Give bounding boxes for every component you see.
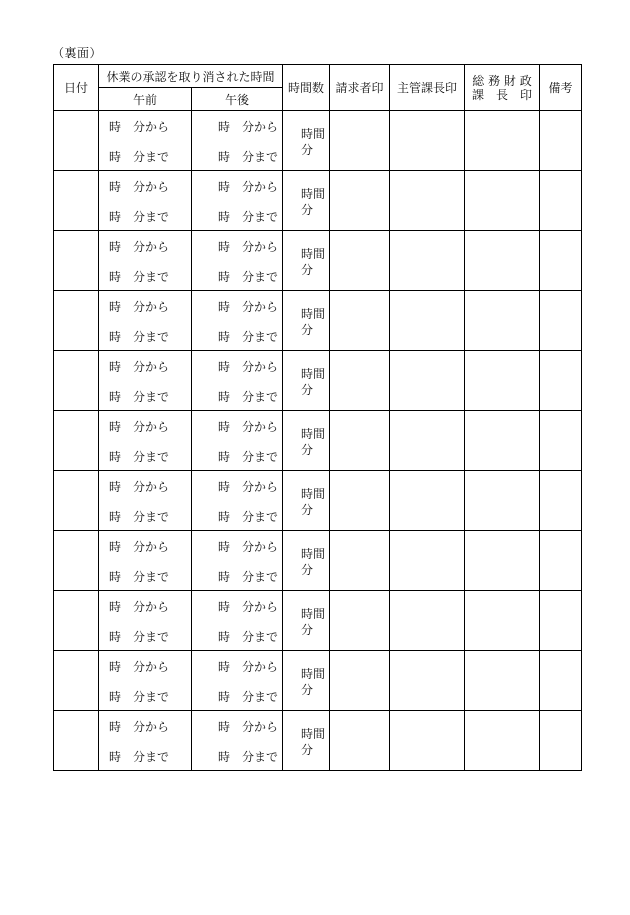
am-from-label: 時 分から xyxy=(109,720,170,734)
hours-cell[interactable] xyxy=(283,531,330,591)
table-row xyxy=(54,471,582,531)
am-time-cell[interactable] xyxy=(99,111,192,171)
date-cell[interactable] xyxy=(54,651,99,711)
am-until-label: 時 分まで xyxy=(109,690,170,704)
minute-label: 分 xyxy=(301,443,314,457)
am-time-cell[interactable] xyxy=(99,531,192,591)
hour-label: 時間 xyxy=(301,427,326,441)
pm-from-label: 時 分から xyxy=(218,600,279,614)
pm-from-label: 時 分から xyxy=(218,480,279,494)
finance-seal-cell[interactable] xyxy=(465,651,540,711)
remarks-cell[interactable] xyxy=(540,291,582,351)
am-time-cell[interactable] xyxy=(99,351,192,411)
requester-seal-cell[interactable] xyxy=(330,591,390,651)
hours-cell[interactable] xyxy=(283,651,330,711)
am-from-label: 時 分から xyxy=(109,420,170,434)
am-time-cell[interactable] xyxy=(99,411,192,471)
manager-seal-cell[interactable] xyxy=(390,711,465,771)
minute-label: 分 xyxy=(301,503,314,517)
requester-seal-cell[interactable] xyxy=(330,471,390,531)
pm-until-label: 時 分まで xyxy=(218,750,279,764)
am-from-label: 時 分から xyxy=(109,600,170,614)
finance-seal-cell[interactable] xyxy=(465,111,540,171)
pm-until-label: 時 分まで xyxy=(218,570,279,584)
requester-seal-cell[interactable] xyxy=(330,531,390,591)
minute-label: 分 xyxy=(301,683,314,697)
hours-cell[interactable] xyxy=(283,291,330,351)
am-time-cell[interactable] xyxy=(99,171,192,231)
pm-time-cell[interactable] xyxy=(192,411,283,471)
finance-seal-cell[interactable] xyxy=(465,711,540,771)
pm-until-label: 時 分まで xyxy=(218,210,279,224)
date-cell[interactable] xyxy=(54,591,99,651)
hour-label: 時間 xyxy=(301,127,326,141)
hours-cell[interactable] xyxy=(283,591,330,651)
am-until-label: 時 分まで xyxy=(109,270,170,284)
finance-seal-cell[interactable] xyxy=(465,351,540,411)
hour-label: 時間 xyxy=(301,187,326,201)
pm-until-label: 時 分まで xyxy=(218,270,279,284)
pm-until-label: 時 分まで xyxy=(218,330,279,344)
minute-label: 分 xyxy=(301,743,314,757)
hour-label: 時間 xyxy=(301,667,326,681)
manager-seal-cell[interactable] xyxy=(390,651,465,711)
manager-seal-cell[interactable] xyxy=(390,171,465,231)
remarks-cell[interactable] xyxy=(540,171,582,231)
minute-label: 分 xyxy=(301,623,314,637)
date-cell[interactable] xyxy=(54,711,99,771)
manager-seal-cell[interactable] xyxy=(390,351,465,411)
hours-cell[interactable] xyxy=(283,351,330,411)
remarks-cell[interactable] xyxy=(540,531,582,591)
date-cell[interactable] xyxy=(54,171,99,231)
am-from-label: 時 分から xyxy=(109,480,170,494)
hours-cell[interactable] xyxy=(283,411,330,471)
minute-label: 分 xyxy=(301,563,314,577)
table-row xyxy=(54,531,582,591)
hour-label: 時間 xyxy=(301,727,326,741)
remarks-cell[interactable] xyxy=(540,591,582,651)
remarks-cell[interactable] xyxy=(540,711,582,771)
header-cancelled-time: 休業の承認を取り消された時間 xyxy=(99,65,283,88)
hours-cell[interactable] xyxy=(283,231,330,291)
finance-seal-cell[interactable] xyxy=(465,411,540,471)
am-until-label: 時 分まで xyxy=(109,510,170,524)
minute-label: 分 xyxy=(301,323,314,337)
hour-label: 時間 xyxy=(301,487,326,501)
remarks-cell[interactable] xyxy=(540,471,582,531)
header-date: 日付 xyxy=(54,65,99,111)
header-manager-seal: 主管課長印 xyxy=(390,65,465,111)
minute-label: 分 xyxy=(301,263,314,277)
remarks-cell[interactable] xyxy=(540,231,582,291)
pm-until-label: 時 分まで xyxy=(218,390,279,404)
header-finance-line2: 課 長 印 xyxy=(472,87,533,102)
requester-seal-cell[interactable] xyxy=(330,651,390,711)
am-time-cell[interactable] xyxy=(99,591,192,651)
requester-seal-cell[interactable] xyxy=(330,351,390,411)
table-row xyxy=(54,711,582,771)
requester-seal-cell[interactable] xyxy=(330,231,390,291)
hour-label: 時間 xyxy=(301,367,326,381)
page-caption: （裏面） xyxy=(52,46,103,60)
table-row xyxy=(54,591,582,651)
am-time-cell[interactable] xyxy=(99,651,192,711)
manager-seal-cell[interactable] xyxy=(390,591,465,651)
hours-cell[interactable] xyxy=(283,471,330,531)
finance-seal-cell[interactable] xyxy=(465,591,540,651)
hours-cell[interactable] xyxy=(283,711,330,771)
date-cell[interactable] xyxy=(54,531,99,591)
am-from-label: 時 分から xyxy=(109,120,170,134)
requester-seal-cell[interactable] xyxy=(330,411,390,471)
am-time-cell[interactable] xyxy=(99,471,192,531)
minute-label: 分 xyxy=(301,383,314,397)
pm-from-label: 時 分から xyxy=(218,180,279,194)
pm-from-label: 時 分から xyxy=(218,300,279,314)
remarks-cell[interactable] xyxy=(540,411,582,471)
leave-cancellation-table xyxy=(53,64,582,771)
pm-time-cell[interactable] xyxy=(192,531,283,591)
pm-from-label: 時 分から xyxy=(218,360,279,374)
table-row xyxy=(54,651,582,711)
pm-time-cell[interactable] xyxy=(192,111,283,171)
date-cell[interactable] xyxy=(54,111,99,171)
table-row xyxy=(54,231,582,291)
pm-until-label: 時 分まで xyxy=(218,450,279,464)
am-from-label: 時 分から xyxy=(109,660,170,674)
pm-until-label: 時 分まで xyxy=(218,690,279,704)
header-am: 午前 xyxy=(99,88,192,111)
am-from-label: 時 分から xyxy=(109,540,170,554)
am-until-label: 時 分まで xyxy=(109,750,170,764)
requester-seal-cell[interactable] xyxy=(330,711,390,771)
date-cell[interactable] xyxy=(54,231,99,291)
table-row xyxy=(54,111,582,171)
am-from-label: 時 分から xyxy=(109,360,170,374)
pm-time-cell[interactable] xyxy=(192,231,283,291)
header-requester-seal: 請求者印 xyxy=(330,65,390,111)
manager-seal-cell[interactable] xyxy=(390,291,465,351)
table-row xyxy=(54,351,582,411)
header-finance-line1: 総 務 財 政 xyxy=(472,73,532,88)
date-cell[interactable] xyxy=(54,291,99,351)
minute-label: 分 xyxy=(301,143,314,157)
pm-time-cell[interactable] xyxy=(192,711,283,771)
am-until-label: 時 分まで xyxy=(109,450,170,464)
pm-time-cell[interactable] xyxy=(192,291,283,351)
manager-seal-cell[interactable] xyxy=(390,231,465,291)
am-until-label: 時 分まで xyxy=(109,390,170,404)
table-row xyxy=(54,171,582,231)
am-time-cell[interactable] xyxy=(99,711,192,771)
remarks-cell[interactable] xyxy=(540,111,582,171)
pm-time-cell[interactable] xyxy=(192,471,283,531)
finance-seal-cell[interactable] xyxy=(465,231,540,291)
hour-label: 時間 xyxy=(301,307,326,321)
am-until-label: 時 分まで xyxy=(109,210,170,224)
finance-seal-cell[interactable] xyxy=(465,471,540,531)
requester-seal-cell[interactable] xyxy=(330,111,390,171)
manager-seal-cell[interactable] xyxy=(390,531,465,591)
pm-time-cell[interactable] xyxy=(192,351,283,411)
pm-from-label: 時 分から xyxy=(218,540,279,554)
finance-seal-cell[interactable] xyxy=(465,531,540,591)
am-until-label: 時 分まで xyxy=(109,630,170,644)
pm-from-label: 時 分から xyxy=(218,420,279,434)
manager-seal-cell[interactable] xyxy=(390,471,465,531)
hour-label: 時間 xyxy=(301,547,326,561)
am-from-label: 時 分から xyxy=(109,300,170,314)
am-from-label: 時 分から xyxy=(109,240,170,254)
manager-seal-cell[interactable] xyxy=(390,411,465,471)
requester-seal-cell[interactable] xyxy=(330,171,390,231)
am-time-cell[interactable] xyxy=(99,231,192,291)
date-cell[interactable] xyxy=(54,351,99,411)
header-pm: 午後 xyxy=(192,88,283,111)
pm-time-cell[interactable] xyxy=(192,171,283,231)
pm-from-label: 時 分から xyxy=(218,240,279,254)
pm-from-label: 時 分から xyxy=(218,720,279,734)
table-row xyxy=(54,291,582,351)
manager-seal-cell[interactable] xyxy=(390,111,465,171)
finance-seal-cell[interactable] xyxy=(465,291,540,351)
hour-label: 時間 xyxy=(301,607,326,621)
hour-label: 時間 xyxy=(301,247,326,261)
hours-cell[interactable] xyxy=(283,171,330,231)
finance-seal-cell[interactable] xyxy=(465,171,540,231)
remarks-cell[interactable] xyxy=(540,351,582,411)
pm-time-cell[interactable] xyxy=(192,651,283,711)
remarks-cell[interactable] xyxy=(540,651,582,711)
date-cell[interactable] xyxy=(54,471,99,531)
date-cell[interactable] xyxy=(54,411,99,471)
requester-seal-cell[interactable] xyxy=(330,291,390,351)
pm-until-label: 時 分まで xyxy=(218,630,279,644)
am-until-label: 時 分まで xyxy=(109,570,170,584)
pm-time-cell[interactable] xyxy=(192,591,283,651)
header-hours: 時間数 xyxy=(283,65,330,111)
pm-until-label: 時 分まで xyxy=(218,510,279,524)
minute-label: 分 xyxy=(301,203,314,217)
am-time-cell[interactable] xyxy=(99,291,192,351)
header-remarks: 備考 xyxy=(540,65,582,111)
table-row xyxy=(54,411,582,471)
am-until-label: 時 分まで xyxy=(109,330,170,344)
pm-from-label: 時 分から xyxy=(218,120,279,134)
pm-from-label: 時 分から xyxy=(218,660,279,674)
am-from-label: 時 分から xyxy=(109,180,170,194)
am-until-label: 時 分まで xyxy=(109,150,170,164)
header-finance-seal xyxy=(465,65,540,111)
hours-cell[interactable] xyxy=(283,111,330,171)
pm-until-label: 時 分まで xyxy=(218,150,279,164)
